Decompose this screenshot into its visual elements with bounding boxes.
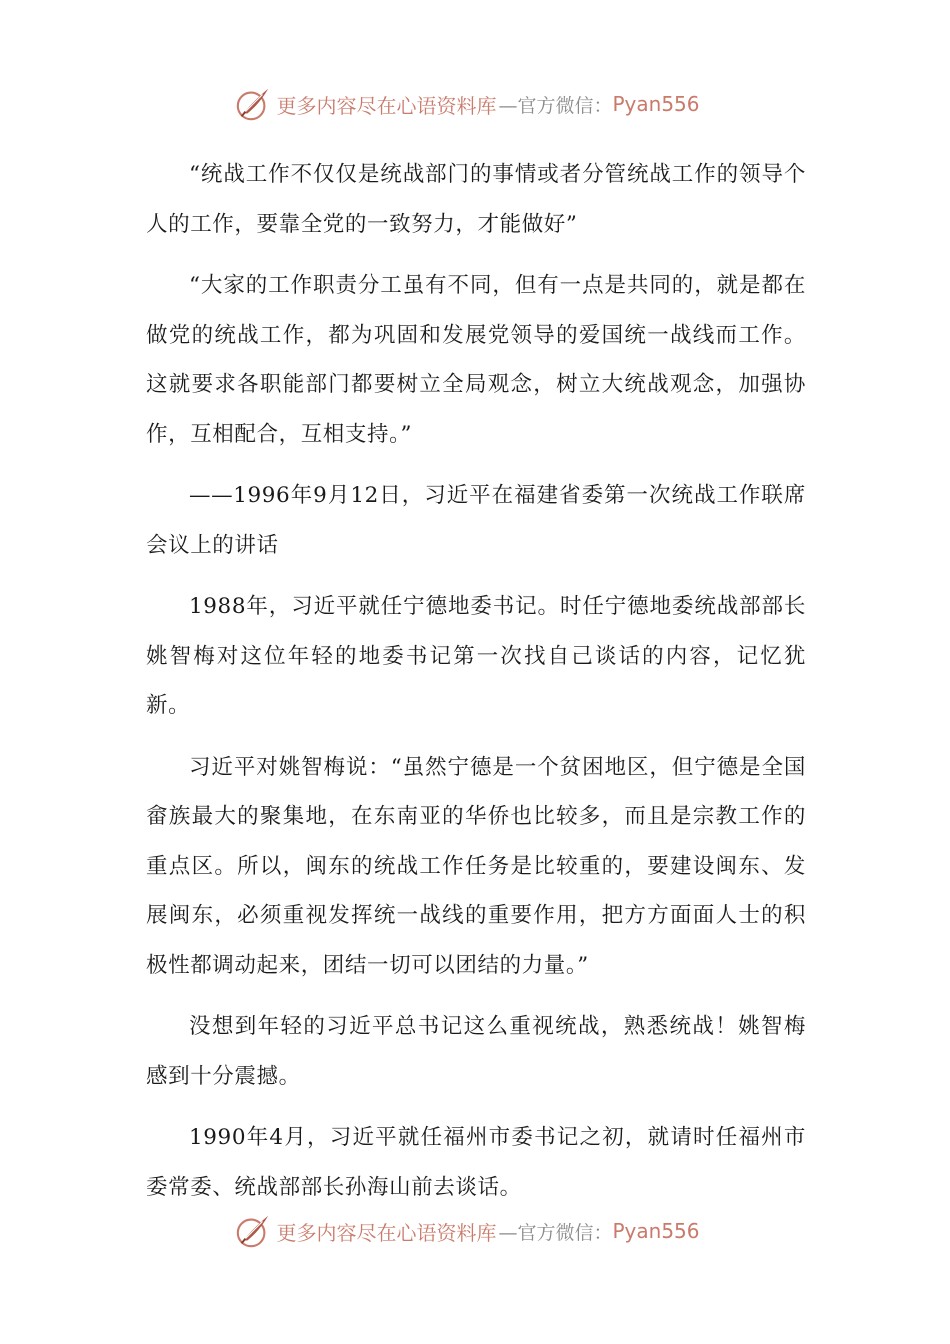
watermark-main-text: 更多内容尽在心语资料库: [276, 1220, 497, 1245]
header-watermark-inner: [234, 85, 699, 123]
watermark-dash-text: —官方微信：: [498, 1221, 613, 1244]
watermark-main-text: 更多内容尽在心语资料库: [276, 93, 497, 118]
paragraph-4: 1988年，习近平就任宁德地委书记。时任宁德地委统战部部长姚智梅对这位年轻的地委书记第一次找自己谈话的内容，记忆犹新。: [146, 594, 806, 718]
paragraph-5: 习近平对姚智梅说：“虽然宁德是一个贫困地区，但宁德是全国畲族最大的聚集地，在东南亚的华侨也比较多，而且是宗教工作的重点区。所以，闽东的统战工作任务是比较重的，要建设闽东、发展闽东，必须重视发挥统一战线的重要作用，把方方面面人士的积极性都调动起来，团结一切可以团结的力量。”: [146, 754, 806, 978]
quill-pen-logo-icon: [234, 1212, 272, 1250]
paragraph-7: 1990年4月，习近平就任福州市委书记之初，就请时任福州市委常委、统战部部长孙海山前去谈话。: [146, 1125, 806, 1200]
paragraph-1: “统战工作不仅仅是统战部门的事情或者分管统战工作的领导个人的工作，要靠全党的一致努力，才能做好”: [146, 162, 806, 237]
paragraph-3: ——1996年9月12日，习近平在福建省委第一次统战工作联席会议上的讲话: [146, 483, 806, 558]
watermark-wechat-id: Pyan556: [612, 1219, 700, 1243]
paragraph-6: 没想到年轻的习近平总书记这么重视统战，熟悉统战！姚智梅感到十分震撼。: [146, 1014, 806, 1089]
footer-watermark-banner: [0, 1211, 950, 1251]
document-body: [146, 150, 806, 1224]
header-watermark-banner: [0, 84, 950, 124]
quill-pen-logo-icon: [234, 85, 272, 123]
footer-watermark-inner: [234, 1212, 699, 1250]
watermark-wechat-id: Pyan556: [612, 92, 700, 116]
watermark-dash-text: —官方微信：: [498, 94, 613, 117]
paragraph-2: “大家的工作职责分工虽有不同，但有一点是共同的，就是都在做党的统战工作，都为巩固和发展党领导的爱国统一战线而工作。这就要求各职能部门都要树立全局观念，树立大统战观念，加强协作，互相配合，互相支持。”: [146, 273, 806, 447]
